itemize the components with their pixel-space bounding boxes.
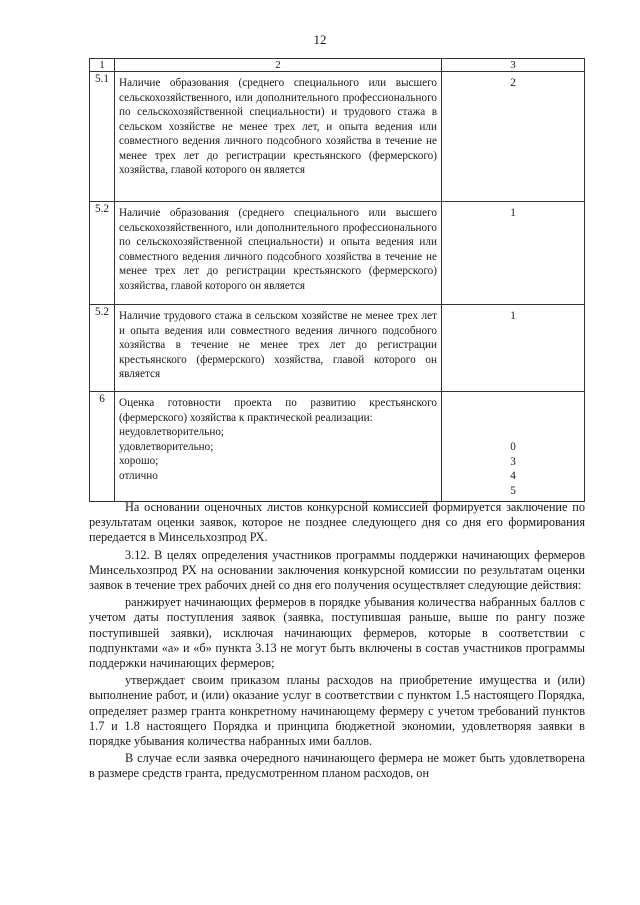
- header-cell-1: 1: [90, 59, 115, 72]
- rating-score: 5: [510, 484, 516, 497]
- paragraph: В случае если заявка очередного начинающего фермера не может быть удовлетворена в размере средств гранта, предусмотренном планом расходов, он: [89, 751, 585, 781]
- row-criterion: Наличие образования (среднего специального или высшего сельскохозяйственного, или дополнительного профессионального по сельскохозяйственной специальности) и трудового стажа в сельском хозяйстве не менее трех лет, и опыта ведения или совместного ведения личного подсобного хозяйства в течение не менее трех лет до регистрации крестьянского (фермерского) хозяйства, главой которого он является: [115, 72, 442, 202]
- row-criterion: Наличие образования (среднего специального или высшего сельскохозяйственного, или дополнительного профессионального по сельскохозяйственной специальности) и опыта ведения или совместного ведения личного подсобного хозяйства в течение не менее трех лет до регистрации крестьянского (фермерского) хозяйства, главой которого он является: [115, 202, 442, 305]
- row-score: 2: [442, 72, 585, 202]
- page-number: 12: [313, 32, 327, 47]
- row-score: 1: [442, 202, 585, 305]
- row-number: 6: [90, 392, 115, 502]
- header-cell-3: 3: [442, 59, 585, 72]
- rating-score: 3: [510, 455, 516, 468]
- row-number: 5.1: [90, 72, 115, 202]
- table-row: [90, 305, 585, 392]
- row-scores: [442, 392, 585, 502]
- rating-option: неудовлетворительно;: [119, 426, 225, 438]
- rating-option: удовлетворительно;: [119, 440, 214, 453]
- paragraph: ранжирует начинающих фермеров в порядке убывания количества набранных баллов с учетом даты поступления заявок (заявка, поступившая раньше, выше по рангу позже поступившей заявки), исключая начинающих фермеров, которые в соответствии с подпунктами «а» и «б» пункта 3.13 не могут быть включены в состав участников программы поддержки начинающих фермеров;: [89, 595, 585, 671]
- row-score: 1: [442, 305, 585, 392]
- table-header-row: [90, 59, 585, 72]
- table-row: [90, 72, 585, 202]
- paragraph: 3.12. В целях определения участников программы поддержки начинающих фермеров Минсельхозпрод РХ на основании заключения конкурсной комиссии по результатам оценки заявок в течение трех рабочих дней со дня его получения осуществляет следующие действия:: [89, 547, 585, 593]
- rating-option: хорошо;: [119, 455, 159, 467]
- rating-scores: [446, 440, 580, 498]
- row-number: 5.2: [90, 305, 115, 392]
- body-text: [89, 500, 585, 784]
- row-number: 5.2: [90, 202, 115, 305]
- rating-score: 4: [510, 470, 516, 482]
- paragraph: На основании оценочных листов конкурсной комиссией формируется заключение по результатам оценки заявок, которое не позднее следующего дня со дня его формирования передается в Минсельхозпрод РХ.: [89, 500, 585, 545]
- table-row: [90, 392, 585, 502]
- header-cell-2: 2: [115, 59, 442, 72]
- row-criterion: Наличие трудового стажа в сельском хозяйстве не менее трех лет и опыта ведения или совместного ведения личного подсобного хозяйства в течение не менее трех лет до регистрации крестьянского (фермерского) хозяйства, главой которого он является: [115, 305, 442, 392]
- paragraph: утверждает своим приказом планы расходов на приобретение имущества и (или) выполнение работ, и (или) оказание услуг в соответствии с пунктом 1.5 настоящего Порядка, определяет размер гранта конкретному начинающему фермеру с учетом требований пунктов 1.7 и 1.8 настоящего Порядка и принципа бюджетной экономии, удовлетворяя заявки в порядке убывания количества набранных ими баллов.: [89, 673, 585, 749]
- row-criterion: [115, 392, 442, 502]
- row-criterion-title: Оценка готовности проекта по развитию крестьянского (фермерского) хозяйства к практической реализации:: [119, 397, 437, 424]
- rating-score: 0: [510, 441, 516, 453]
- rating-option: отлично: [119, 469, 158, 482]
- rating-options: [119, 425, 437, 483]
- table-row: [90, 202, 585, 305]
- criteria-table: [89, 58, 585, 502]
